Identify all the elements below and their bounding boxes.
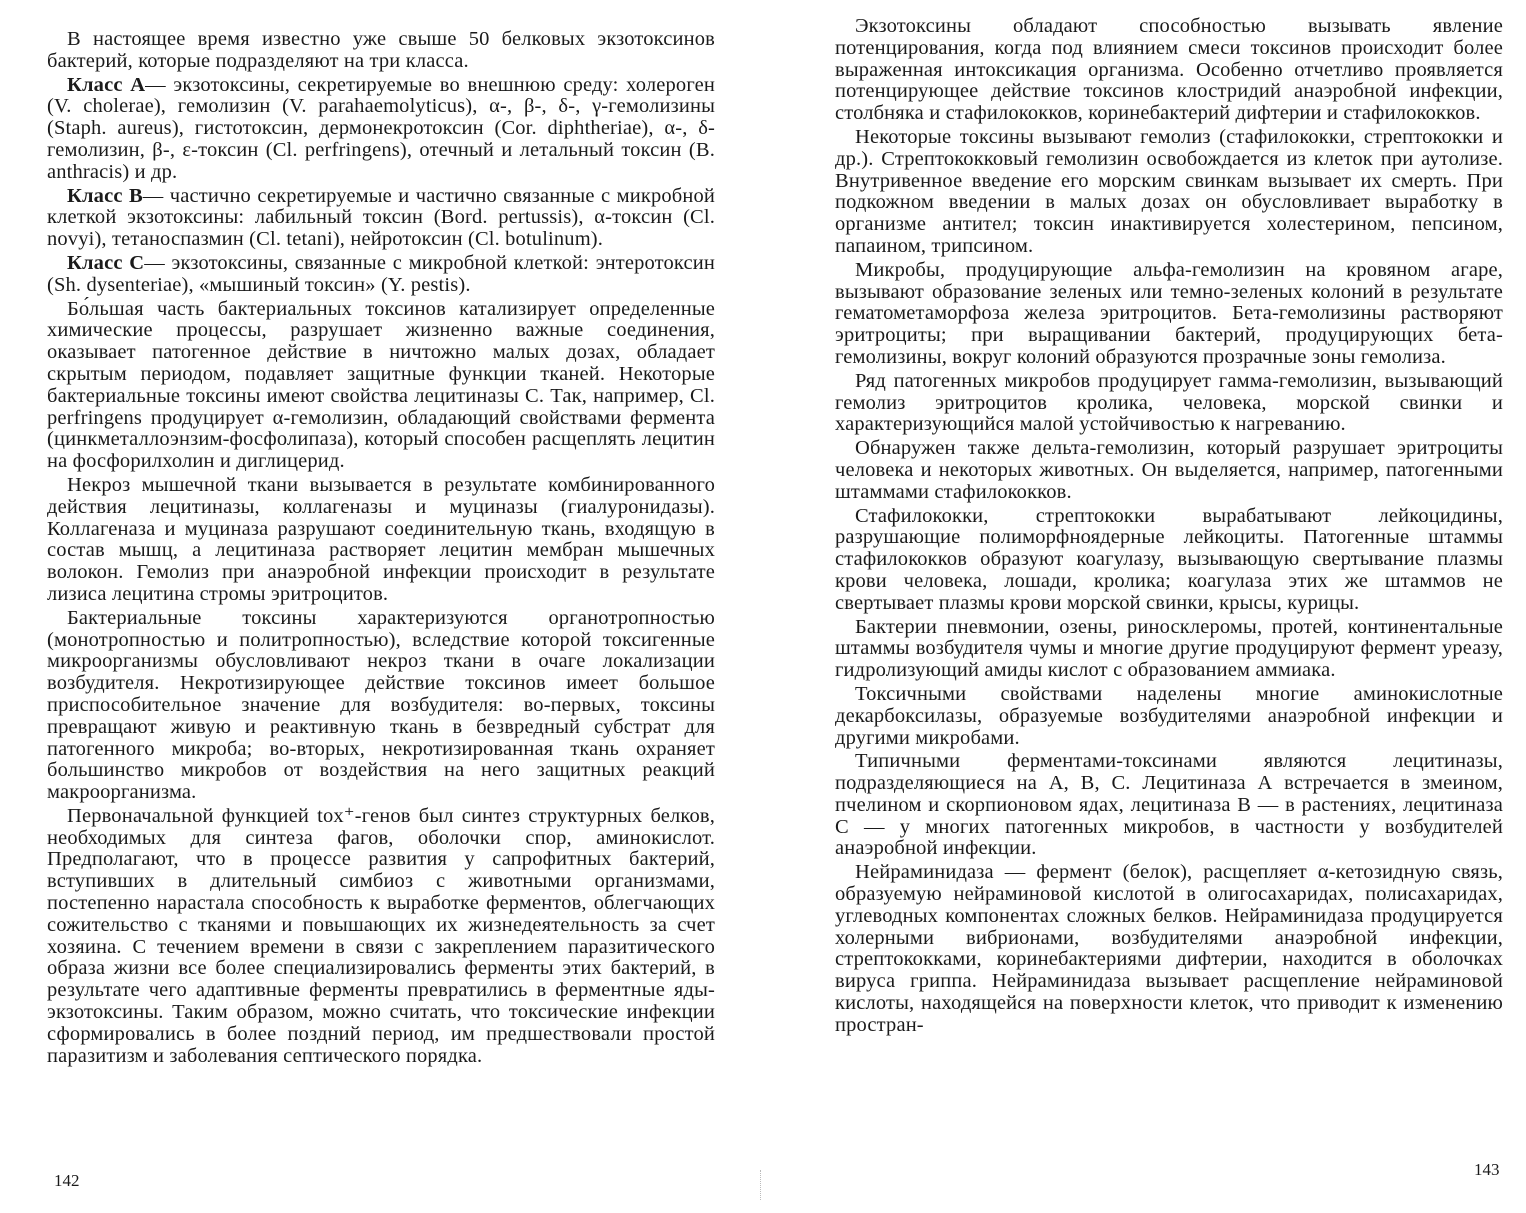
paragraph: Некоторые токсины вызывают гемолиз (стафилококки, стрептококки и др.). Стрептококковый гемолизин освобождается из клеток при аутолизе. Внутривенное введение его морским свинкам вызывает их смерть. При подкожном введении в малых дозах он обусловливает выработку в организме антител; токсин инактивируется холестерином, пепсином, папаином, трипсином. xyxy=(835,125,1503,257)
paragraph: Бактерии пневмонии, озены, риносклеромы, протей, континентальные штаммы возбудителя чумы и многие другие продуцируют фермент уреазу, гидролизующий амиды кислот с образованием аммиака. xyxy=(835,615,1503,682)
right-page-text xyxy=(835,16,1503,1039)
paragraph: Обнаружен также дельта-гемолизин, который разрушает эритроциты человека и некоторых животных. Он выделяется, например, патогенными штаммами стафилококков. xyxy=(835,437,1503,503)
paragraph: Бо́льшая часть бактериальных токсинов катализирует определенные химические процессы, разрушает жизненно важные соединения, оказывает патогенное действие в ничтожно малых дозах, обладает скрытым периодом, подавляет защитные функции тканей. Некоторые бактериальные токсины имеют свойства лецитиназы С. Так, например, Cl. perfringens продуцирует α-гемолизин, обладающий свойствами фермента (цинкметаллоэнзим-фосфолипаза), который способен расщеплять лецитин на фосфорилхолин и диглицерид. xyxy=(47,297,715,473)
paragraph: Некроз мышечной ткани вызывается в результате комбинированного действия лецитиназы, коллагеназы и муциназы (гиалуронидазы). Коллагеназа и муциназа разрушают соединительную ткань, входящую в состав мышц, а лецитиназа растворяет лецитин мембран мышечных волокон. Гемолиз при анаэробной инфекции происходит в результате лизиса лецитина стромы эритроцитов. xyxy=(47,473,715,605)
paragraph: Первоначальной функцией tox⁺-генов был синтез структурных белков, необходимых для синтеза фагов, оболочки спор, аминокислот. Предполагают, что в процессе развития у сапрофитных бактерий, вступивших в длительный симбиоз с животными организмами, постепенно нарастала способность к выработке ферментов, облегчающих сожительство с тканями и повышающих их жизнедеятельность за счет хозяина. С течением времени в связи с закреплением паразитического образа жизни все более специализировались ферменты этих бактерий, в результате чего адаптивные ферменты превратились в ферментные яды-экзотоксины. Таким образом, можно считать, что токсические инфекции сформировались в более поздний период, им предшествовали простой паразитизм и заболевания септического порядка. xyxy=(47,804,715,1067)
paragraph: Экзотоксины обладают способностью вызывать явление потенцирования, когда под влиянием смеси токсинов происходит более выраженная интоксикация организма. Особенно отчетливо проявляется потенцирующее действие токсинов клостридий анаэробной инфекции, столбняка и стафилококков, коринебактерий дифтерии и стафилококков. xyxy=(835,15,1503,125)
paragraph: Токсичными свойствами наделены многие аминокислотные декарбоксилазы, образуемые возбудителями анаэробной инфекции и другими микробами. xyxy=(835,682,1503,749)
class-heading: Класс С xyxy=(67,251,145,274)
left-page-text xyxy=(47,29,715,1069)
class-heading: Класс В xyxy=(67,184,143,207)
paragraph: Типичными ферментами-токсинами являются лецитиназы, подразделяющиеся на А, В, С. Лецитиназа А встречается в змеином, пчелином и скорпионовом ядах, лецитиназа В — в растениях, лецитиназа С — у многих патогенных микробов, в частности у возбудителей анаэробной инфекции. xyxy=(835,750,1503,860)
paragraph: Класс А— экзотоксины, секретируемые во внешнюю среду: холероген (V. cholerae), гемолизин (V. parahaemolyticus), α-, β-, δ-, γ-гемолизины (Staph. aureus), гистотоксин, дермонекротоксин (Cor. diphtheriae), α-, δ-гемолизин, β-, ε-токсин (Cl. perfringens), отечный и летальный токсин (B. anthracis) и др. xyxy=(47,73,715,183)
paragraph: В настоящее время известно уже свыше 50 белковых экзотоксинов бактерий, которые подразделяют на три класса. xyxy=(47,28,715,72)
paragraph: Ряд патогенных микробов продуцирует гамма-гемолизин, вызывающий гемолиз эритроцитов кролика, человека, морской свинки и характеризующийся малой устойчивостью к нагреванию. xyxy=(835,369,1503,436)
right-page xyxy=(763,0,1526,1213)
page-number: 143 xyxy=(1474,1160,1500,1179)
paragraph: Микробы, продуцирующие альфа-гемолизин на кровяном агаре, вызывают образование зеленых или темно-зеленых колоний в результате гематометаморфоза железа эритроцитов. Бета-гемолизины растворяют эритроциты; при выращивании бактерий, продуцирующих бета-гемолизины, вокруг колоний образуются прозрачные зоны гемолиза. xyxy=(835,258,1503,368)
page-number: 142 xyxy=(54,1171,80,1190)
class-heading: Класс А xyxy=(67,73,146,96)
paragraph: Класс В— частично секретируемые и частично связанные с микробной клеткой экзотоксины: лабильный токсин (Bord. pertussis), α-токсин (Cl. novyi), тетаноспазмин (Cl. tetani), нейротоксин (Cl. botulinum). xyxy=(47,184,715,251)
paragraph: Бактериальные токсины характеризуются органотропностью (монотропностью и политропностью), вследствие которой токсигенные микроорганизмы обусловливают некроз ткани в очаге локализации возбудителя. Некротизирующее действие токсинов имеет большое приспособительное значение для возбудителя: во-первых, токсины превращают живую и реактивную ткань в безвредный субстрат для патогенного микроба; во-вторых, некротизированная ткань охраняет большинство микробов от воздействия на него защитных реакций макроорганизма. xyxy=(47,606,715,804)
paragraph: Нейраминидаза — фермент (белок), расщепляет α-кетозидную связь, образуемую нейраминовой кислотой в олигосахаридах, полисахаридах, углеводных компонентах сложных белков. Нейраминидаза продуцируется холерными вибрионами, возбудителями анаэробной инфекции, стрептококками, коринебактериями дифтерии, находится в оболочках вируса гриппа. Нейраминидаза вызывает расщепление нейраминовой кислоты, находящейся на поверхности клеток, что приводит к изменению простран- xyxy=(835,861,1503,1036)
paragraph: Стафилококки, стрептококки вырабатывают лейкоцидины, разрушающие полиморфноядерные лейкоциты. Патогенные штаммы стафилококков образуют коагулазу, вызывающую свертывание плазмы крови человека, лошади, кролика; коагулаза этих же штаммов не свертывает плазмы крови морской свинки, крысы, курицы. xyxy=(835,504,1503,614)
paragraph: Класс С— экзотоксины, связанные с микробной клеткой: энтеротоксин (Sh. dysenteriae), «мышиный токсин» (Y. pestis). xyxy=(47,251,715,296)
